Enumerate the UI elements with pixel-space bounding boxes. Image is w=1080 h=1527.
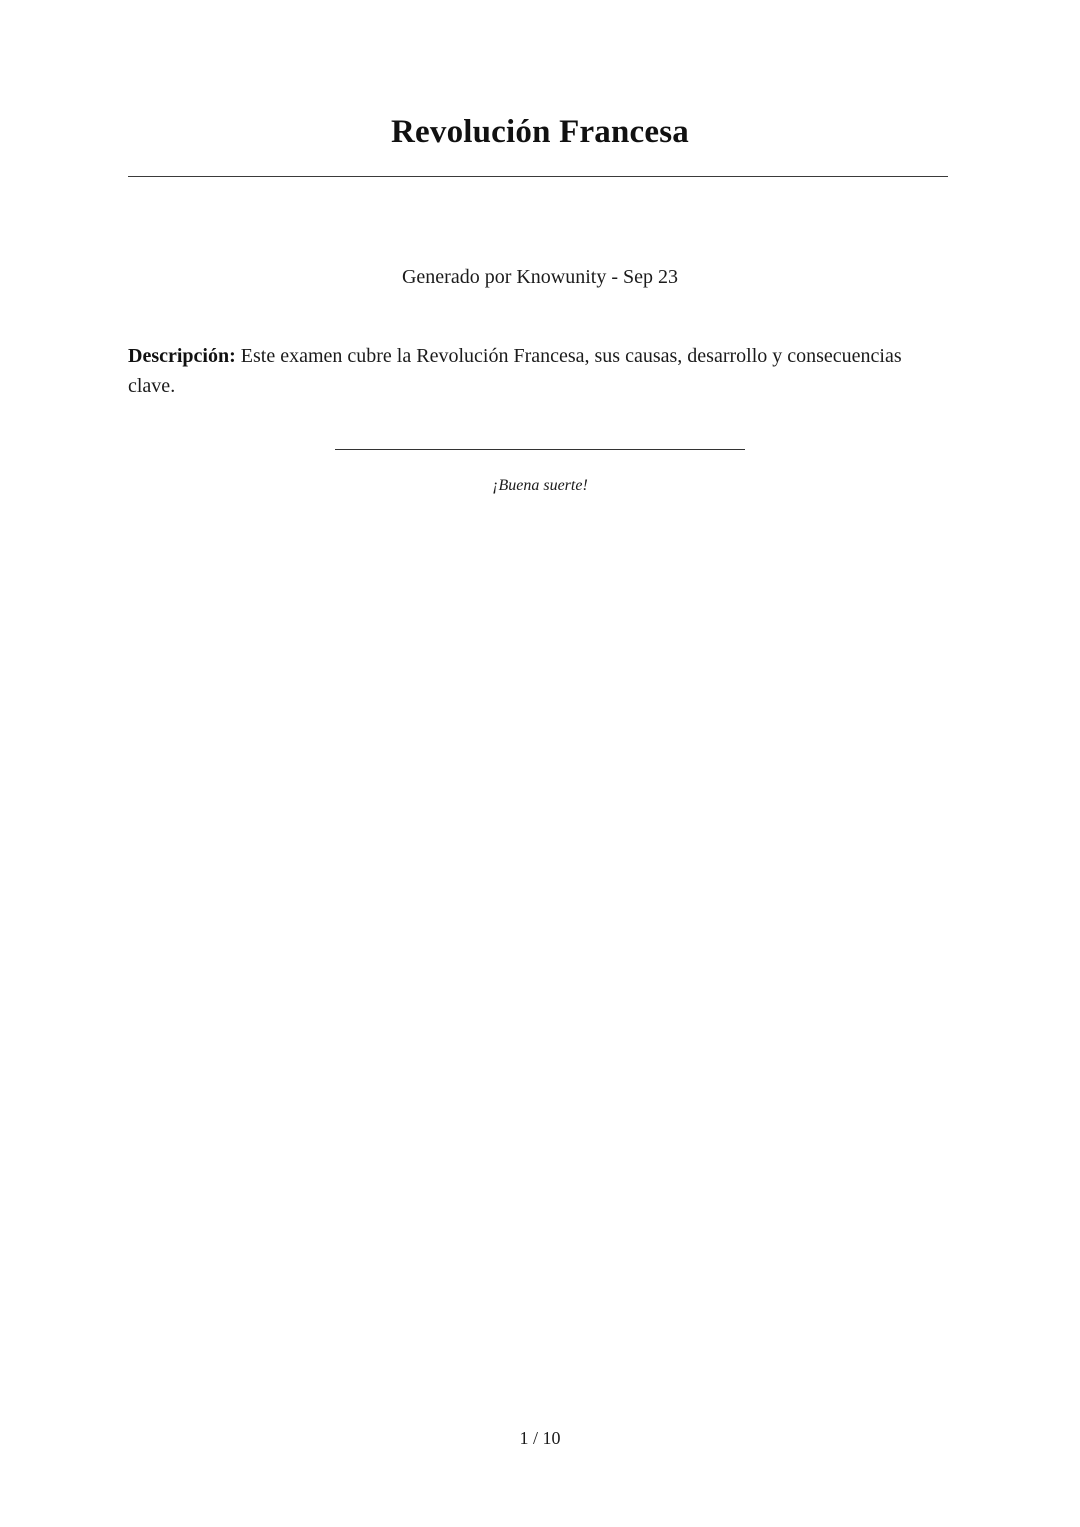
center-divider xyxy=(335,449,745,450)
page-number: 1 / 10 xyxy=(519,1428,561,1448)
title-divider xyxy=(128,176,948,177)
description-text: Este examen cubre la Revolución Francesa, sus causas, desarrollo y consecuencias clave. xyxy=(128,345,902,397)
description-paragraph xyxy=(128,341,948,401)
good-luck-text: ¡Buena suerte! xyxy=(492,477,588,494)
generated-by-line: Generado por Knowunity - Sep 23 xyxy=(401,266,679,288)
description-label: Descripción: xyxy=(128,345,236,367)
page-title: Revolución Francesa xyxy=(390,114,689,150)
